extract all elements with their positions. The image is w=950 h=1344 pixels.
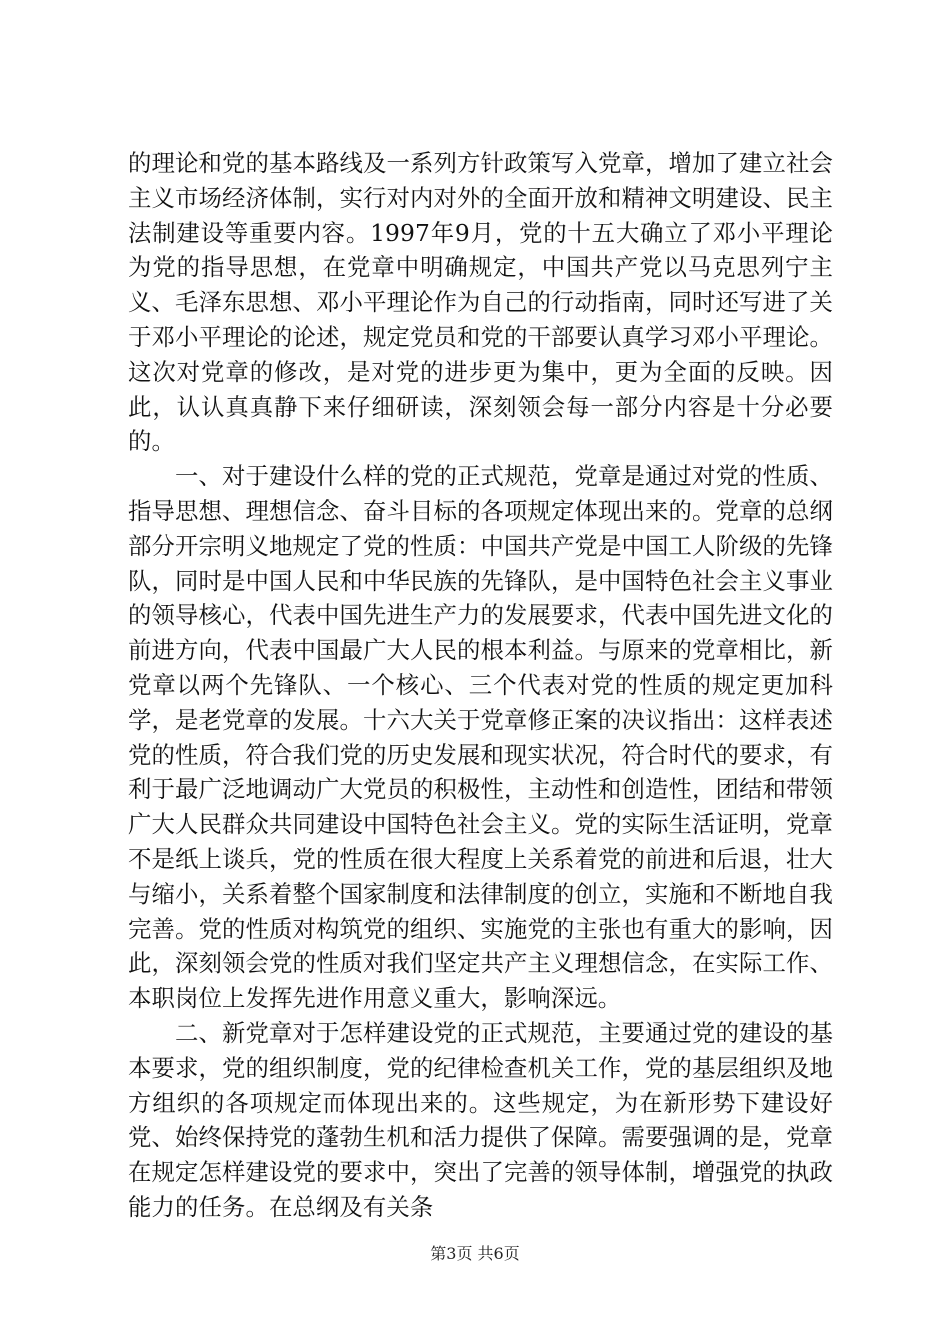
document-body [128,146,833,1225]
paragraph-2: 一、对于建设什么样的党的正式规范，党章是通过对党的性质、指导思想、理想信念、奋斗目标的各项规定体现出来的。党章的总纲部分开宗明义地规定了党的性质：中国共产党是中国工人阶级的先锋队，同时是中国人民和中华民族的先锋队，是中国特色社会主义事业的领导核心，代表中国先进生产力的发展要求，代表中国先进文化的前进方向，代表中国最广大人民的根本利益。与原来的党章相比，新党章以两个先锋队、一个核心、三个代表对党的性质的规定更加科学，是老党章的发展。十六大关于党章修正案的决议指出：这样表述党的性质，符合我们党的历史发展和现实状况，符合时代的要求，有利于最广泛地调动广大党员的积极性，主动性和创造性，团结和带领广大人民群众共同建设中国特色社会主义。党的实际生活证明，党章不是纸上谈兵，党的性质在很大程度上关系着党的前进和后退，壮大与缩小，关系着整个国家制度和法律制度的创立，实施和不断地自我完善。党的性质对构筑党的组织、实施党的主张也有重大的影响，因此，深刻领会党的性质对我们坚定共产主义理想信念，在实际工作、本职岗位上发挥先进作用意义重大，影响深远。 [128,462,833,1013]
page-footer: 第3页 共6页 [430,1244,520,1263]
paragraph-1: 的理论和党的基本路线及一系列方针政策写入党章，增加了建立社会主义市场经济体制，实行对内对外的全面开放和精神文明建设、民主法制建设等重要内容。1997年9月，党的十五大确立了邓小平理论为党的指导思想，在党章中明确规定，中国共产党以马克思列宁主义、毛泽东思想、邓小平理论作为自己的行动指南，同时还写进了关于邓小平理论的论述，规定党员和党的干部要认真学习邓小平理论。这次对党章的修改，是对党的进步更为集中，更为全面的反映。因此，认认真真静下来仔细研读，深刻领会每一部分内容是十分必要的。 [128,149,833,456]
paragraph-3: 二、新党章对于怎样建设党的正式规范，主要通过党的建设的基本要求，党的组织制度，党的纪律检查机关工作，党的基层组织及地方组织的各项规定而体现出来的。这些规定，为在新形势下建设好党、始终保持党的蓬勃生机和活力提供了保障。需要强调的是，党章在规定怎样建设党的要求中，突出了完善的领导体制，增强党的执政能力的任务。在总纲及有关条 [128,1018,833,1221]
